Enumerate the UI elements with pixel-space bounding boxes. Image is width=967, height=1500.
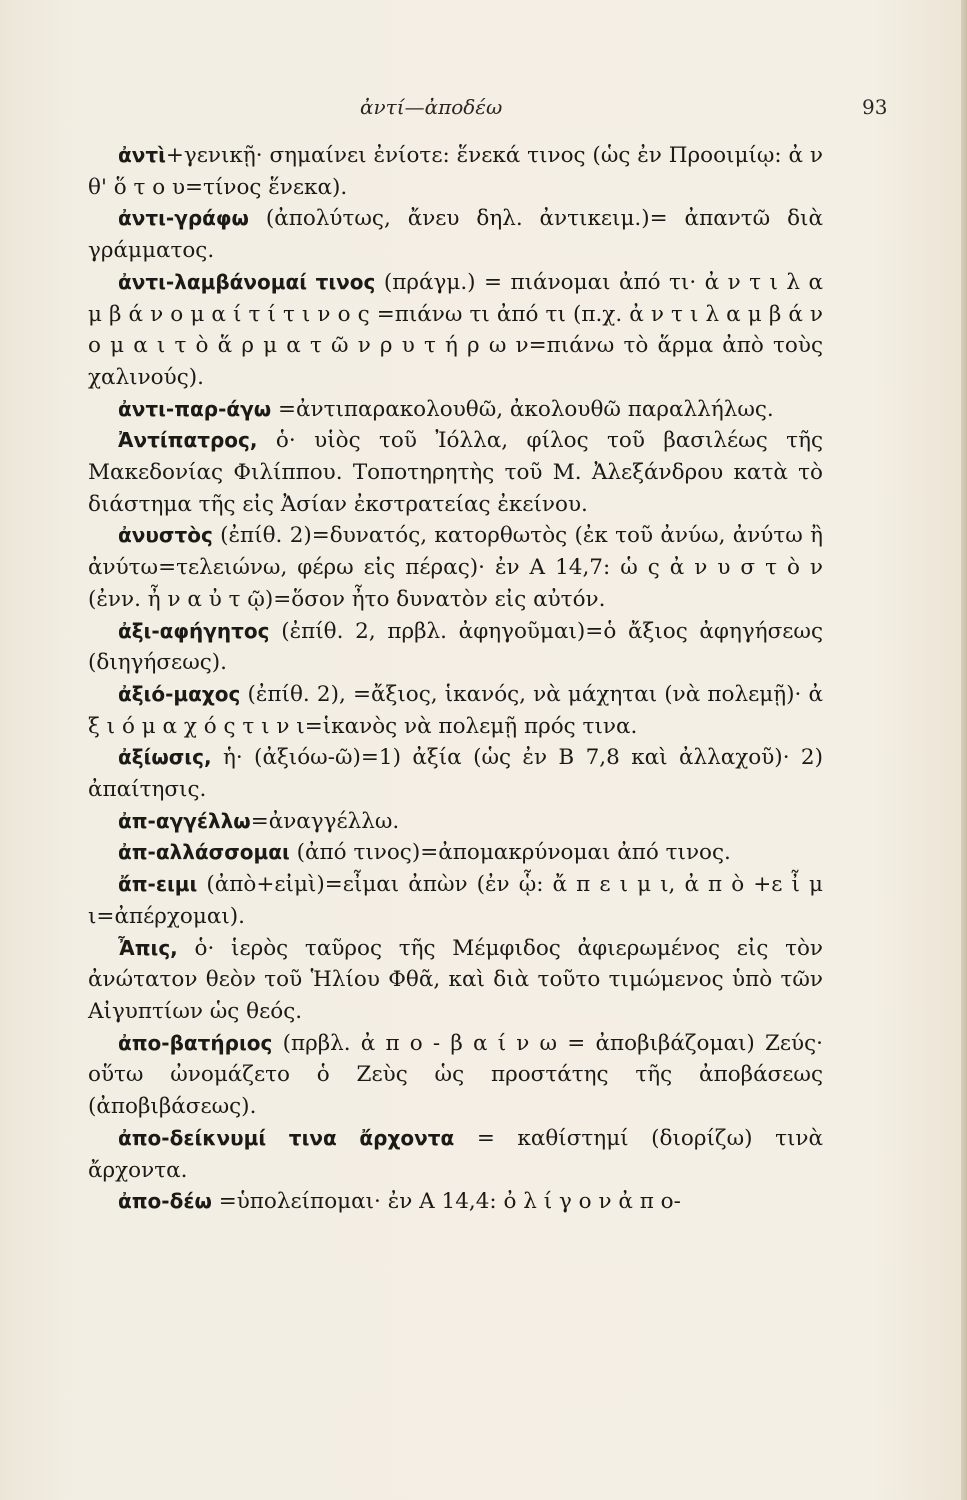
definition: (ἀπό τινος)=ἀπομακρύνομαι ἀπό τινος. <box>296 840 731 866</box>
headword: ἀντὶ <box>118 143 166 167</box>
definition: (πράγμ.) = πιάνομαι ἀπό τι· ἀ ν τ ι λ α μ β ά ν ο μ α ί τ ί τ ι ν ο ς =πιάνω τι ἀπό τι (π.χ. ἀ ν τ ι λ α μ β ά ν ο μ α ι τ ὸ ἅ ρ μ α τ ῶ ν ρ υ τ ή ρ ω ν=πιάνω τὸ ἅρμα ἀπὸ τοὺς χαλινούς). <box>88 269 823 390</box>
entry <box>88 140 823 203</box>
entry <box>88 267 823 394</box>
headword: ἀξιό-μαχος <box>118 681 241 706</box>
entry <box>88 1123 823 1186</box>
definition: ἡ· (ἀξιόω-ῶ)=1) ἀξία (ὡς ἐν Β 7,8 καὶ ἀλλαχοῦ)· 2) ἀπαίτησις. <box>88 745 823 803</box>
headword: ἀξι-αφήγητος <box>118 618 270 643</box>
entry <box>88 933 823 1028</box>
entry <box>88 1028 823 1123</box>
headword: Ἆπις, <box>118 935 178 960</box>
entry <box>88 203 823 266</box>
entry <box>88 806 823 838</box>
headword: ἀντι-λαμβάνομαί τινος <box>118 269 376 294</box>
entry <box>88 869 823 932</box>
definition: (πρβλ. ἀ π ο - β α ί ν ω = ἀποβιβάζομαι) Ζεύς· οὕτω ὠνομάζετο ὁ Ζεὺς ὡς προστάτης τῆς ἀποβάσεως (ἀποβιβάσεως). <box>88 1030 823 1120</box>
headword: ἀπο-βατήριος <box>118 1030 273 1055</box>
definition: =ἀναγγέλλω. <box>250 808 400 834</box>
entry <box>88 394 823 426</box>
definition: =ἀντιπαρακολουθῶ, ἀκολουθῶ παραλλήλως. <box>278 396 774 422</box>
headword: ἀπο-δείκνυμί τινα ἄρχοντα <box>118 1125 455 1150</box>
entry <box>88 425 823 520</box>
headword: ἄπ-ειμι <box>118 872 198 897</box>
headword: ἀνυστὸς <box>118 523 213 548</box>
headword: ἀπ-αλλάσσομαι <box>118 840 290 865</box>
page-header <box>0 95 967 119</box>
definition: ὁ· υἱὸς τοῦ Ἰόλλα, φίλος τοῦ βασιλέως τῆς Μακεδονίας Φιλίππου. Τοποτηρητὴς τοῦ Μ. Ἀλεξάνδρου κατὰ τὸ διάστημα τῆς εἰς Ἀσίαν ἐκστρατείας ἐκείνου. <box>88 428 823 517</box>
headword: Ἀντίπατρος, <box>118 428 258 453</box>
headword: ἀντι-παρ-άγω <box>118 396 272 421</box>
definition: (ἀπολύτως, ἄνευ δηλ. ἀντικειμ.)= ἀπαντῶ διὰ γράμματος. <box>88 206 823 264</box>
page-number: 93 <box>862 95 888 119</box>
headword: ἀξίωσις, <box>118 745 212 770</box>
definition: ὁ· ἱερὸς ταῦρος τῆς Μέμφιδος ἀφιερωμένος εἰς τὸν ἀνώτατον θεὸν τοῦ Ἡλίου Φθᾶ, καὶ διὰ τοῦτο τιμώμενος ὑπὸ τῶν Αἰγυπτίων ὡς θεός. <box>88 935 823 1024</box>
headword: ἀπο-δέω <box>118 1189 212 1214</box>
entry <box>88 837 823 869</box>
headword: ἀντι-γράφω <box>118 206 249 231</box>
entry <box>88 616 823 679</box>
entry <box>88 679 823 742</box>
definition: (ἐπίθ. 2)=δυνατός, κατορθωτὸς (ἐκ τοῦ ἀνύω, ἀνύτω ἢ ἀνύτω=τελειώνω, φέρω εἰς πέρας)· ἐν Α 14,7: ὡ ς ἀ ν υ σ τ ὸ ν (ἐνν. ἦ ν α ὐ τ ῷ)=ὅσον ἦτο δυνατὸν εἰς αὐτόν. <box>88 523 823 612</box>
entry <box>88 1186 823 1218</box>
definition: = καθίστημί (διορίζω) τινὰ ἄρχοντα. <box>88 1125 823 1183</box>
entry <box>88 520 823 615</box>
definition: =ὑπολείπομαι· ἐν Α 14,4: ὀ λ ί γ ο ν ἀ π ο- <box>218 1189 681 1215</box>
definition: +γενικῇ· σημαίνει ἐνίοτε: ἕνεκά τινος (ὡς ἐν Προοιμίῳ: ἀ ν θ' ὅ τ ο υ=τίνος ἕνεκα). <box>88 143 823 200</box>
page-edge <box>961 0 967 1500</box>
entry <box>88 742 823 805</box>
dictionary-entries <box>88 140 823 1218</box>
definition: (ἀπὸ+εἰμὶ)=εἶμαι ἀπὼν (ἐν ᾧ: ἄ π ε ι μ ι, ἀ π ὸ +ε ἶ μ ι=ἀπέρχομαι). <box>88 872 823 929</box>
headword: ἀπ-αγγέλλω <box>118 808 251 833</box>
running-title: ἀντί—ἀποδέω <box>360 95 503 119</box>
definition: (ἐπίθ. 2), =ἄξιος, ἱκανός, νὰ μάχηται (νὰ πολεμῇ)· ἀ ξ ι ό μ α χ ό ς τ ι ν ι=ἱκανὸς νὰ πολεμῇ πρός τινα. <box>88 681 823 739</box>
definition: (ἐπίθ. 2, πρβλ. ἀφηγοῦμαι)=ὁ ἄξιος ἀφηγήσεως (διηγήσεως). <box>88 618 823 676</box>
